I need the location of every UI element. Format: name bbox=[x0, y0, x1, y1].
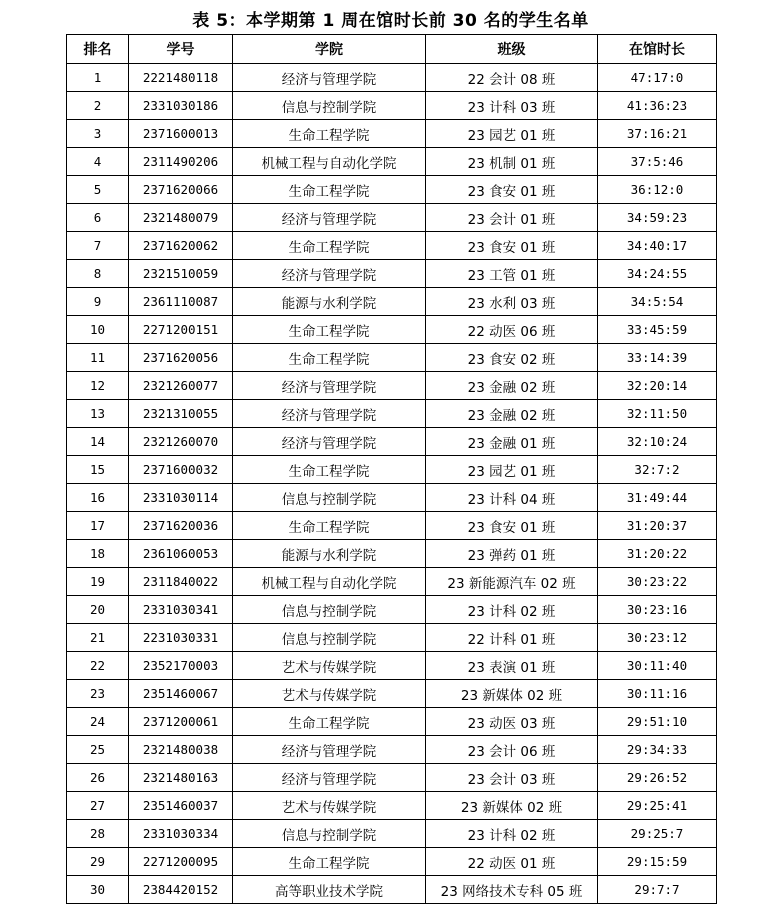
rank-cell: 9 bbox=[67, 288, 129, 316]
duration-cell: 34:59:23 bbox=[598, 204, 717, 232]
student-id-cell: 2321480163 bbox=[129, 764, 233, 792]
rank-cell: 6 bbox=[67, 204, 129, 232]
college-cell: 经济与管理学院 bbox=[233, 400, 426, 428]
class-cell: 22 会计 08 班 bbox=[426, 64, 598, 92]
duration-cell: 30:11:16 bbox=[598, 680, 717, 708]
header-duration: 在馆时长 bbox=[598, 35, 717, 64]
table-row bbox=[67, 232, 717, 260]
college-cell: 艺术与传媒学院 bbox=[233, 652, 426, 680]
college-cell: 信息与控制学院 bbox=[233, 820, 426, 848]
duration-cell: 32:11:50 bbox=[598, 400, 717, 428]
rank-cell: 7 bbox=[67, 232, 129, 260]
rank-cell: 1 bbox=[67, 64, 129, 92]
college-cell: 生命工程学院 bbox=[233, 512, 426, 540]
college-cell: 经济与管理学院 bbox=[233, 736, 426, 764]
student-id-cell: 2321480038 bbox=[129, 736, 233, 764]
class-cell: 23 园艺 01 班 bbox=[426, 456, 598, 484]
student-id-cell: 2231030331 bbox=[129, 624, 233, 652]
student-id-cell: 2371600032 bbox=[129, 456, 233, 484]
college-cell: 生命工程学院 bbox=[233, 708, 426, 736]
class-cell: 23 金融 02 班 bbox=[426, 372, 598, 400]
duration-cell: 34:40:17 bbox=[598, 232, 717, 260]
student-id-cell: 2371600013 bbox=[129, 120, 233, 148]
duration-cell: 29:26:52 bbox=[598, 764, 717, 792]
student-id-cell: 2352170003 bbox=[129, 652, 233, 680]
class-cell: 23 会计 03 班 bbox=[426, 764, 598, 792]
class-cell: 23 表演 01 班 bbox=[426, 652, 598, 680]
duration-cell: 29:25:7 bbox=[598, 820, 717, 848]
table-row bbox=[67, 512, 717, 540]
college-cell: 经济与管理学院 bbox=[233, 372, 426, 400]
rank-cell: 19 bbox=[67, 568, 129, 596]
class-cell: 23 动医 03 班 bbox=[426, 708, 598, 736]
college-cell: 机械工程与自动化学院 bbox=[233, 148, 426, 176]
rank-cell: 29 bbox=[67, 848, 129, 876]
student-id-cell: 2321480079 bbox=[129, 204, 233, 232]
rank-cell: 3 bbox=[67, 120, 129, 148]
rank-cell: 25 bbox=[67, 736, 129, 764]
college-cell: 能源与水利学院 bbox=[233, 288, 426, 316]
student-id-cell: 2221480118 bbox=[129, 64, 233, 92]
class-cell: 23 弹药 01 班 bbox=[426, 540, 598, 568]
rank-cell: 15 bbox=[67, 456, 129, 484]
college-cell: 生命工程学院 bbox=[233, 316, 426, 344]
student-id-cell: 2384420152 bbox=[129, 876, 233, 904]
duration-cell: 29:7:7 bbox=[598, 876, 717, 904]
college-cell: 生命工程学院 bbox=[233, 344, 426, 372]
rank-cell: 23 bbox=[67, 680, 129, 708]
student-id-cell: 2371200061 bbox=[129, 708, 233, 736]
rank-cell: 11 bbox=[67, 344, 129, 372]
college-cell: 生命工程学院 bbox=[233, 456, 426, 484]
rank-cell: 4 bbox=[67, 148, 129, 176]
table-row bbox=[67, 708, 717, 736]
rank-cell: 17 bbox=[67, 512, 129, 540]
table-row bbox=[67, 540, 717, 568]
class-cell: 23 园艺 01 班 bbox=[426, 120, 598, 148]
rank-cell: 5 bbox=[67, 176, 129, 204]
college-cell: 经济与管理学院 bbox=[233, 764, 426, 792]
ranking-table bbox=[66, 34, 717, 904]
college-cell: 艺术与传媒学院 bbox=[233, 680, 426, 708]
college-cell: 经济与管理学院 bbox=[233, 260, 426, 288]
college-cell: 信息与控制学院 bbox=[233, 92, 426, 120]
table-row bbox=[67, 568, 717, 596]
class-cell: 22 动医 06 班 bbox=[426, 316, 598, 344]
header-class: 班级 bbox=[426, 35, 598, 64]
duration-cell: 34:5:54 bbox=[598, 288, 717, 316]
table-row bbox=[67, 372, 717, 400]
table-row bbox=[67, 148, 717, 176]
rank-cell: 18 bbox=[67, 540, 129, 568]
student-id-cell: 2311840022 bbox=[129, 568, 233, 596]
duration-cell: 31:49:44 bbox=[598, 484, 717, 512]
student-id-cell: 2321510059 bbox=[129, 260, 233, 288]
student-id-cell: 2361060053 bbox=[129, 540, 233, 568]
duration-cell: 37:5:46 bbox=[598, 148, 717, 176]
table-row bbox=[67, 344, 717, 372]
class-cell: 23 新媒体 02 班 bbox=[426, 792, 598, 820]
class-cell: 23 食安 02 班 bbox=[426, 344, 598, 372]
duration-cell: 31:20:37 bbox=[598, 512, 717, 540]
table-row bbox=[67, 176, 717, 204]
duration-cell: 32:10:24 bbox=[598, 428, 717, 456]
duration-cell: 36:12:0 bbox=[598, 176, 717, 204]
student-id-cell: 2371620066 bbox=[129, 176, 233, 204]
student-id-cell: 2371620062 bbox=[129, 232, 233, 260]
table-row bbox=[67, 848, 717, 876]
duration-cell: 33:45:59 bbox=[598, 316, 717, 344]
duration-cell: 29:25:41 bbox=[598, 792, 717, 820]
rank-cell: 30 bbox=[67, 876, 129, 904]
table-row bbox=[67, 764, 717, 792]
college-cell: 经济与管理学院 bbox=[233, 204, 426, 232]
student-id-cell: 2371620036 bbox=[129, 512, 233, 540]
college-cell: 经济与管理学院 bbox=[233, 428, 426, 456]
rank-cell: 16 bbox=[67, 484, 129, 512]
duration-cell: 41:36:23 bbox=[598, 92, 717, 120]
table-row bbox=[67, 260, 717, 288]
student-id-cell: 2331030341 bbox=[129, 596, 233, 624]
rank-cell: 2 bbox=[67, 92, 129, 120]
student-id-cell: 2331030186 bbox=[129, 92, 233, 120]
table-row bbox=[67, 204, 717, 232]
duration-cell: 34:24:55 bbox=[598, 260, 717, 288]
college-cell: 生命工程学院 bbox=[233, 848, 426, 876]
table-row bbox=[67, 624, 717, 652]
college-cell: 经济与管理学院 bbox=[233, 64, 426, 92]
table-row bbox=[67, 484, 717, 512]
college-cell: 信息与控制学院 bbox=[233, 624, 426, 652]
student-id-cell: 2321310055 bbox=[129, 400, 233, 428]
rank-cell: 28 bbox=[67, 820, 129, 848]
student-id-cell: 2331030334 bbox=[129, 820, 233, 848]
table-body bbox=[67, 64, 717, 904]
duration-cell: 33:14:39 bbox=[598, 344, 717, 372]
student-id-cell: 2311490206 bbox=[129, 148, 233, 176]
table-row bbox=[67, 92, 717, 120]
rank-cell: 21 bbox=[67, 624, 129, 652]
duration-cell: 32:7:2 bbox=[598, 456, 717, 484]
duration-cell: 30:23:22 bbox=[598, 568, 717, 596]
table-row bbox=[67, 288, 717, 316]
table-row bbox=[67, 820, 717, 848]
table-header-row bbox=[67, 35, 717, 64]
class-cell: 23 机制 01 班 bbox=[426, 148, 598, 176]
table-row bbox=[67, 120, 717, 148]
rank-cell: 12 bbox=[67, 372, 129, 400]
college-cell: 能源与水利学院 bbox=[233, 540, 426, 568]
student-id-cell: 2351460067 bbox=[129, 680, 233, 708]
duration-cell: 31:20:22 bbox=[598, 540, 717, 568]
rank-cell: 10 bbox=[67, 316, 129, 344]
class-cell: 23 新媒体 02 班 bbox=[426, 680, 598, 708]
table-row bbox=[67, 876, 717, 904]
table-row bbox=[67, 792, 717, 820]
rank-cell: 20 bbox=[67, 596, 129, 624]
college-cell: 生命工程学院 bbox=[233, 232, 426, 260]
student-id-cell: 2321260077 bbox=[129, 372, 233, 400]
rank-cell: 22 bbox=[67, 652, 129, 680]
class-cell: 23 金融 02 班 bbox=[426, 400, 598, 428]
rank-cell: 26 bbox=[67, 764, 129, 792]
class-cell: 23 计科 04 班 bbox=[426, 484, 598, 512]
student-id-cell: 2361110087 bbox=[129, 288, 233, 316]
duration-cell: 29:15:59 bbox=[598, 848, 717, 876]
duration-cell: 37:16:21 bbox=[598, 120, 717, 148]
duration-cell: 30:11:40 bbox=[598, 652, 717, 680]
header-student-id: 学号 bbox=[129, 35, 233, 64]
table-row bbox=[67, 428, 717, 456]
college-cell: 生命工程学院 bbox=[233, 120, 426, 148]
rank-cell: 27 bbox=[67, 792, 129, 820]
class-cell: 22 动医 01 班 bbox=[426, 848, 598, 876]
duration-cell: 30:23:12 bbox=[598, 624, 717, 652]
class-cell: 23 计科 03 班 bbox=[426, 92, 598, 120]
student-id-cell: 2271200095 bbox=[129, 848, 233, 876]
class-cell: 23 水利 03 班 bbox=[426, 288, 598, 316]
class-cell: 23 金融 01 班 bbox=[426, 428, 598, 456]
student-id-cell: 2371620056 bbox=[129, 344, 233, 372]
college-cell: 信息与控制学院 bbox=[233, 484, 426, 512]
header-rank: 排名 bbox=[67, 35, 129, 64]
duration-cell: 30:23:16 bbox=[598, 596, 717, 624]
table-title: 表 5：本学期第 1 周在馆时长前 30 名的学生名单 bbox=[192, 11, 589, 31]
student-id-cell: 2351460037 bbox=[129, 792, 233, 820]
college-cell: 艺术与传媒学院 bbox=[233, 792, 426, 820]
table-row bbox=[67, 596, 717, 624]
college-cell: 高等职业技术学院 bbox=[233, 876, 426, 904]
table-row bbox=[67, 652, 717, 680]
duration-cell: 29:51:10 bbox=[598, 708, 717, 736]
class-cell: 23 食安 01 班 bbox=[426, 176, 598, 204]
student-id-cell: 2331030114 bbox=[129, 484, 233, 512]
rank-cell: 13 bbox=[67, 400, 129, 428]
class-cell: 23 食安 01 班 bbox=[426, 512, 598, 540]
class-cell: 23 计科 02 班 bbox=[426, 820, 598, 848]
duration-cell: 29:34:33 bbox=[598, 736, 717, 764]
class-cell: 22 计科 01 班 bbox=[426, 624, 598, 652]
college-cell: 生命工程学院 bbox=[233, 176, 426, 204]
class-cell: 23 工管 01 班 bbox=[426, 260, 598, 288]
class-cell: 23 新能源汽车 02 班 bbox=[426, 568, 598, 596]
college-cell: 信息与控制学院 bbox=[233, 596, 426, 624]
rank-cell: 24 bbox=[67, 708, 129, 736]
table-row bbox=[67, 316, 717, 344]
class-cell: 23 会计 01 班 bbox=[426, 204, 598, 232]
rank-cell: 8 bbox=[67, 260, 129, 288]
duration-cell: 32:20:14 bbox=[598, 372, 717, 400]
table-row bbox=[67, 64, 717, 92]
table-row bbox=[67, 400, 717, 428]
header-college: 学院 bbox=[233, 35, 426, 64]
class-cell: 23 计科 02 班 bbox=[426, 596, 598, 624]
class-cell: 23 会计 06 班 bbox=[426, 736, 598, 764]
duration-cell: 47:17:0 bbox=[598, 64, 717, 92]
student-id-cell: 2321260070 bbox=[129, 428, 233, 456]
college-cell: 机械工程与自动化学院 bbox=[233, 568, 426, 596]
student-id-cell: 2271200151 bbox=[129, 316, 233, 344]
rank-cell: 14 bbox=[67, 428, 129, 456]
table-row bbox=[67, 456, 717, 484]
class-cell: 23 网络技术专科 05 班 bbox=[426, 876, 598, 904]
table-row bbox=[67, 680, 717, 708]
table-row bbox=[67, 736, 717, 764]
class-cell: 23 食安 01 班 bbox=[426, 232, 598, 260]
